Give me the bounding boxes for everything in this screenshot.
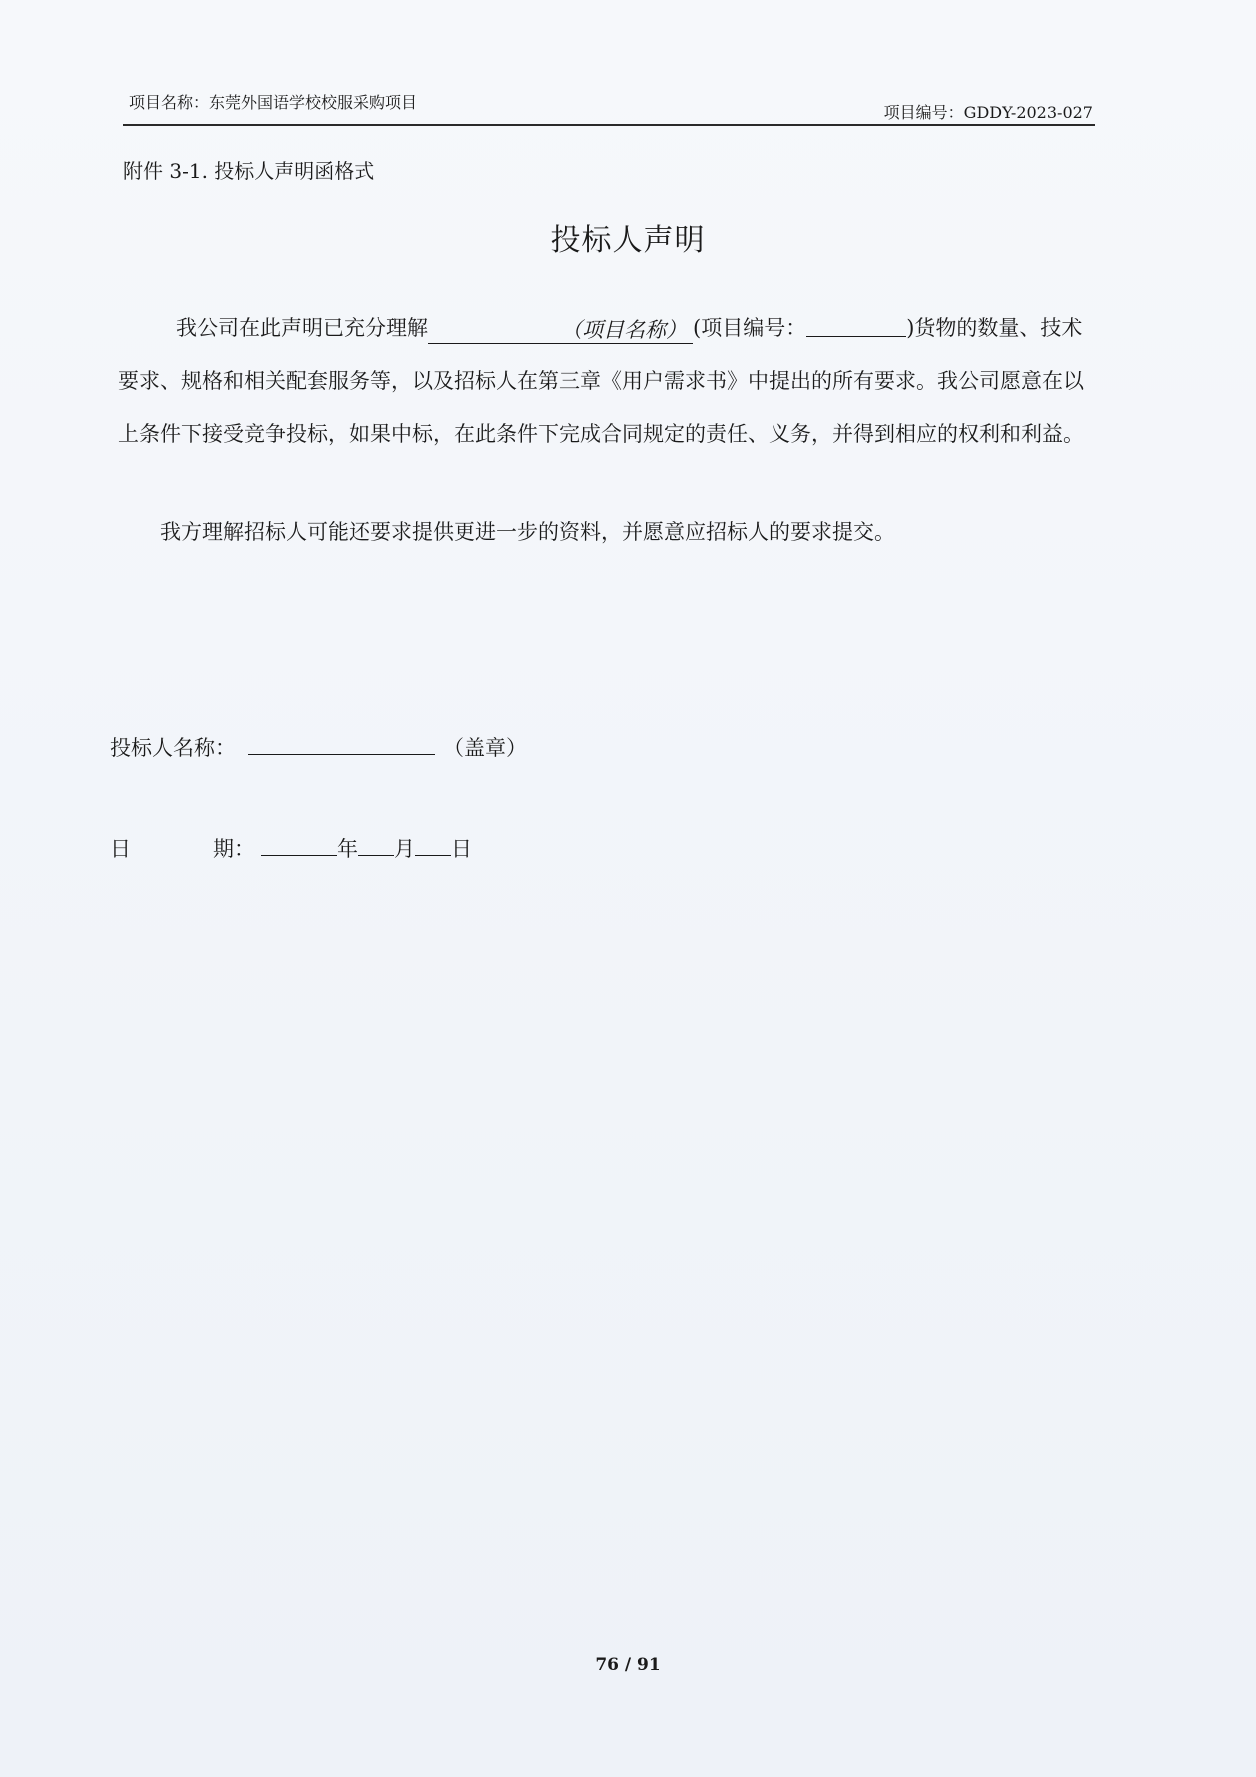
section-label: 附件 3-1. 投标人声明函格式 [123,159,375,183]
year-blank [261,833,337,856]
month-blank [358,833,394,856]
month-label: 月 [394,837,415,861]
year-label: 年 [337,837,358,861]
bidder-name-label: 投标人名称： [110,736,236,760]
bidder-name-line [110,730,527,762]
header-project-name: 项目名称：东莞外国语学校校服采购项目 [129,93,418,112]
day-label: 日 [451,837,472,861]
project-code-label: (项目编号： [693,316,807,340]
project-code-close: ) [906,316,915,340]
date-label-first: 日 [110,837,131,861]
page-header [123,88,1095,126]
supplementary-text: 我方理解招标人可能还要求提供更进一步的资料，并愿意应招标人的要求提交。 [160,520,895,544]
declaration-text-after: 货物的数量、技术要求、规格和相关配套服务等，以及招标人在第三章《用户需求书》中提出的所有要求。我公司愿意在以上条件下接受竞争投标，如果中标，在此条件下完成合同规定的责任、义务，并得到相应的权利和利益。 [118,316,1084,446]
declaration-text-before: 我公司在此声明已充分理解 [176,316,428,340]
header-project-code: 项目编号：GDDY-2023-027 [883,103,1093,122]
project-code-blank [806,308,906,337]
bidder-name-blank [248,730,435,755]
document-title: 投标人声明 [550,223,706,258]
declaration-paragraph [118,302,1093,461]
page-number: 76 / 91 [595,1655,661,1675]
supplementary-paragraph [118,516,1093,546]
day-blank [415,833,451,856]
date-label-second: 期： [213,837,255,861]
project-name-blank: （项目名称） [428,316,693,344]
seal-label: （盖章） [443,736,527,760]
date-line [110,833,472,863]
